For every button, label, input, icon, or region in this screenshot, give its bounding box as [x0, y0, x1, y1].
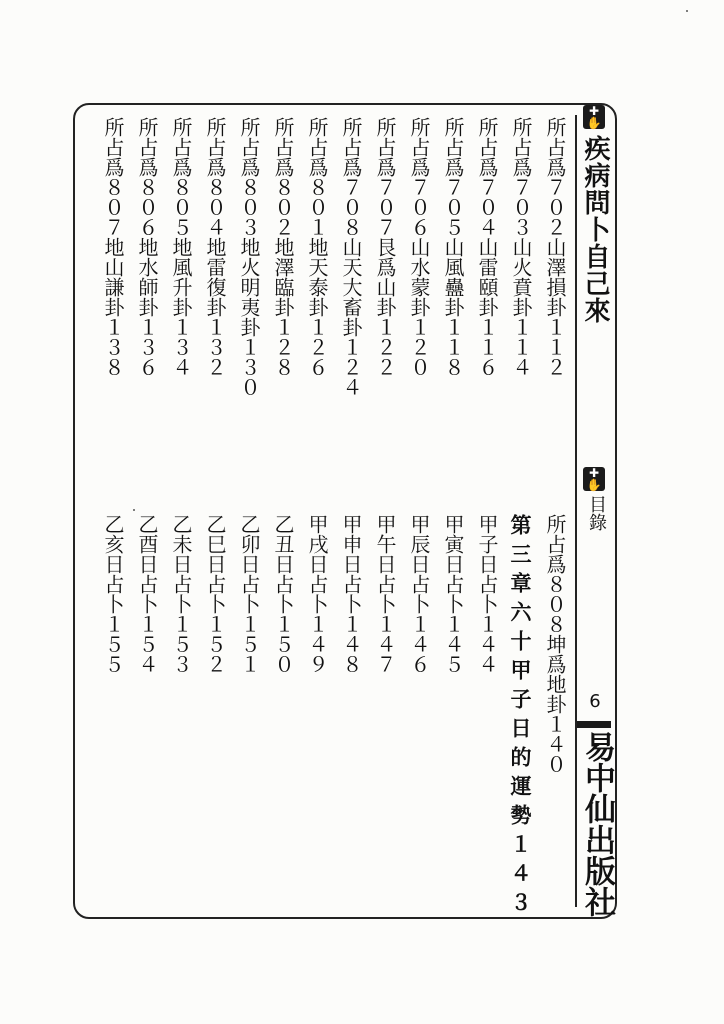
- toc-entry: 所占爲８０３地火明夷卦１３０: [237, 117, 261, 397]
- toc-entry: 乙丑日占卜１５０: [271, 514, 295, 674]
- toc-entry: 甲寅日占卜１４５: [441, 514, 465, 674]
- toc-entry: 乙亥日占卜１５５: [101, 514, 125, 674]
- toc-entry: 甲辰日占卜１４６: [407, 514, 431, 674]
- section-subtitle: 目錄: [586, 495, 607, 531]
- toc-entry: 乙巳日占卜１５２: [203, 514, 227, 674]
- toc-entry: 所占爲７０７艮爲山卦１２２: [373, 117, 397, 377]
- toc-entry: 所占爲８０２地澤臨卦１２８: [271, 117, 295, 377]
- toc-entry: 所占爲７０２山澤損卦１１２: [543, 117, 567, 377]
- toc-entry: 甲子日占卜１４４: [475, 514, 499, 674]
- toc-entry: 甲午日占卜１４７: [373, 514, 397, 674]
- toc-entry: 所占爲７０６山水蒙卦１２０: [407, 117, 431, 377]
- toc-entry: 乙未日占卜１５３: [169, 514, 193, 674]
- book-title: 疾病問卜自己來: [580, 135, 610, 324]
- toc-entry: 所占爲８０１地天泰卦１２６: [305, 117, 329, 377]
- toc-entry: 乙卯日占卜１５１: [237, 514, 261, 674]
- toc-entry: 乙酉日占卜１５４: [135, 514, 159, 674]
- chapter-heading: 第三章六十甲子日的運勢１４３: [508, 514, 533, 920]
- medical-hand-icon: ✚ ✋: [583, 105, 605, 129]
- toc-entry: 所占爲７０４山雷頤卦１１６: [475, 117, 499, 377]
- toc-entry: 所占爲７０８山天大畜卦１２４: [339, 117, 363, 397]
- toc-entry: 所占爲７０３山火賁卦１１４: [509, 117, 533, 377]
- medical-hand-icon: ✚ ✋: [583, 467, 605, 491]
- toc-entry: 所占爲８０５地風升卦１３４: [169, 117, 193, 377]
- toc-entry: 所占爲７０５山風蠱卦１１８: [441, 117, 465, 377]
- toc-entry: 所占爲８０６地水師卦１３６: [135, 117, 159, 377]
- title-sidebar: [575, 105, 615, 917]
- toc-entry: 甲申日占卜１４８: [339, 514, 363, 674]
- toc-entry: 所占爲８０７地山謙卦１３８: [101, 117, 125, 377]
- publisher-rule: [577, 721, 611, 728]
- scan-speck: [133, 509, 135, 511]
- toc-entry: 所占爲８０８坤爲地卦１４０: [543, 514, 567, 774]
- scan-speck: [686, 10, 688, 12]
- page-number: 6: [589, 691, 601, 712]
- toc-entry: 所占爲８０４地雷復卦１３２: [203, 117, 227, 377]
- publisher-name: 易中仙出版社: [579, 731, 615, 917]
- toc-entry: 甲戌日占卜１４９: [305, 514, 329, 674]
